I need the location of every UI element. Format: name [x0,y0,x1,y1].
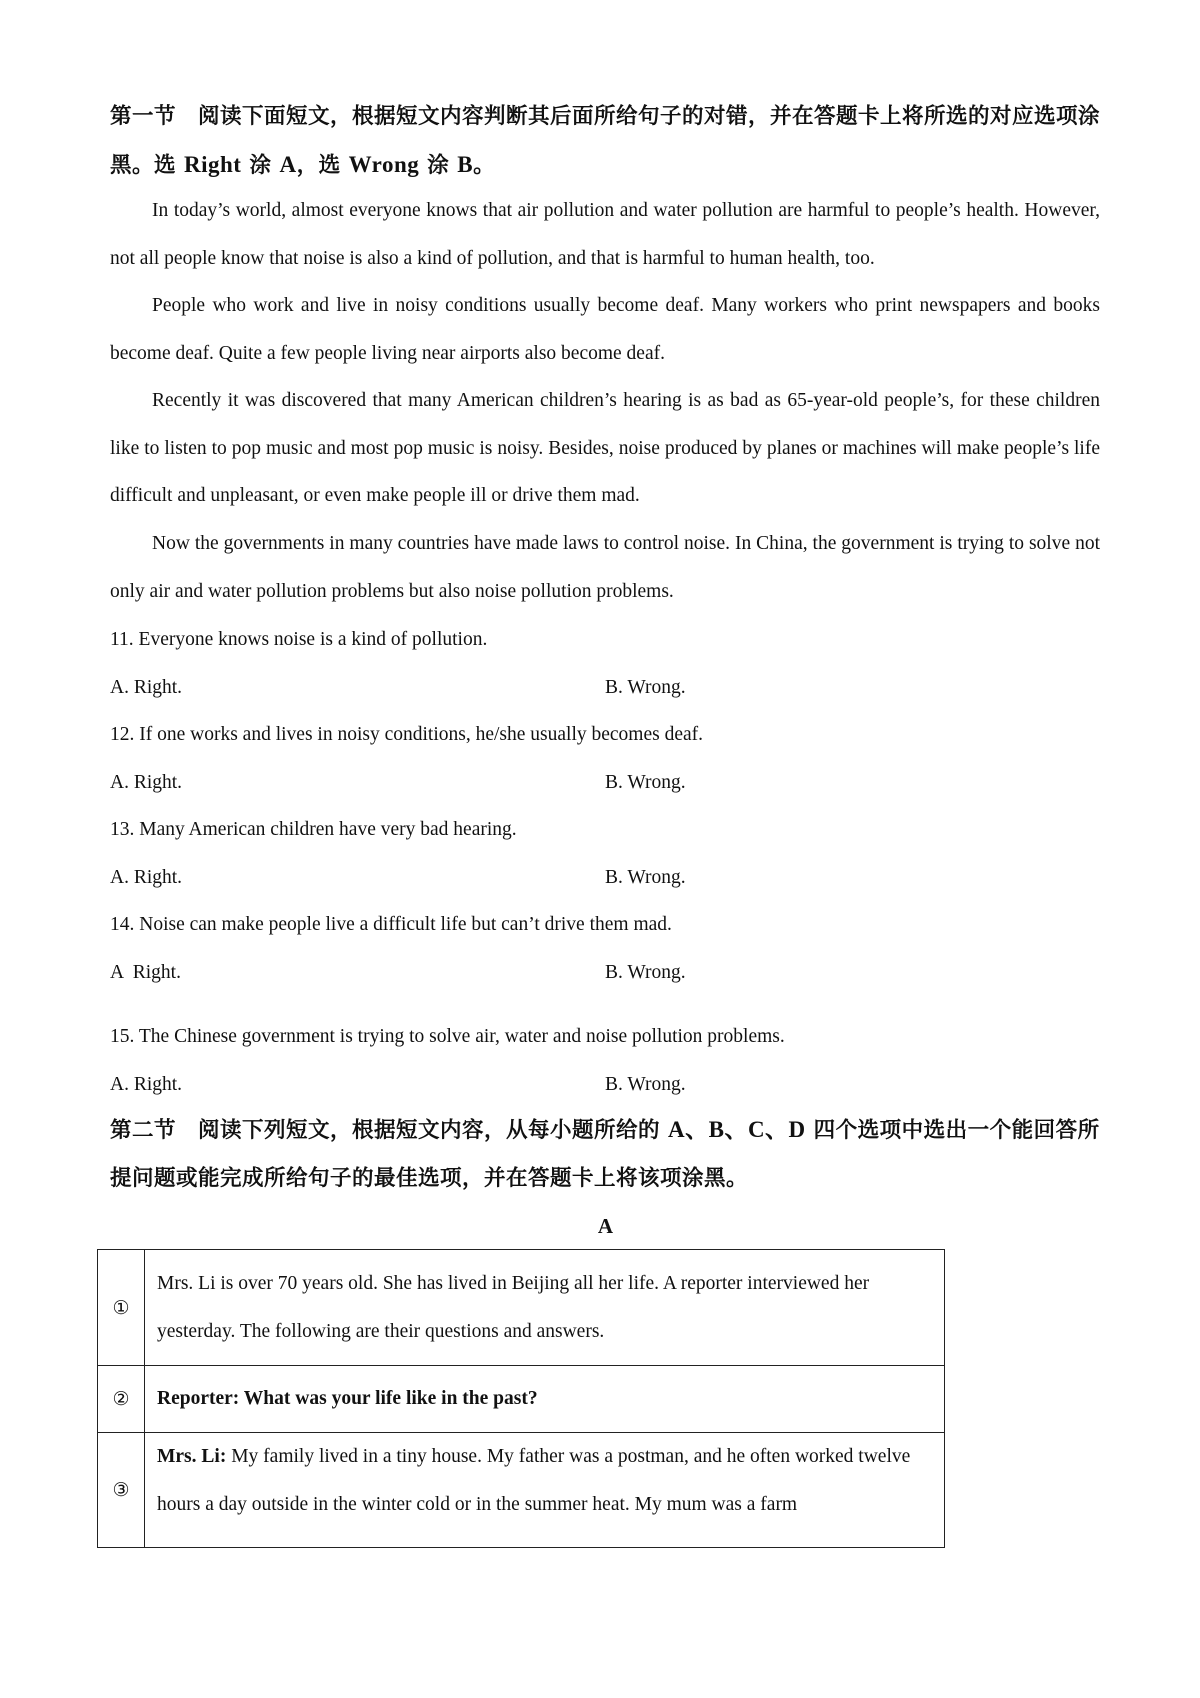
question-11: 11. Everyone knows noise is a kind of pollution. [110,629,488,650]
heading-wrong: Wrong [348,152,420,177]
question-12-option-a: A. Right. [110,772,183,793]
passage-paragraph-4: Now the governments in many countries have made laws to control noise. In China, the government is trying to solve not only air and water pollution problems but also noise pollution problems. [110,533,1100,602]
passage-title: A [597,1214,614,1238]
passage-paragraph-3: Recently it was discovered that many American children’s hearing is as bad as 65-year-old people’s, for these children like to listen to pop music and most pop music is noisy. Besides, noise produced by planes or machines will make people’s life difficult and unpleasant, or even make people ill or drive them mad. [110,390,1100,506]
question-13-option-a: A. Right. [110,867,183,888]
heading-text: 四个选项中选出一个能回答所提问题或能完成所给句子的最佳选项，并在答题卡上将该项涂黑。 [110,1118,1100,1191]
row-text: Mrs. Li is over 70 years old. She has lived in Beijing all her life. A reporter interviewed her yesterday. The following are their questions and answers. [145,1250,945,1366]
section-1-heading [110,93,1110,190]
heading-text: 第二节 阅读下列短文，根据短文内容，从每小题所给的 [110,1118,668,1143]
question-14-option-b: B. Wrong. [605,962,686,983]
question-11-option-b: B. Wrong. [605,677,686,698]
heading-text: 。 [473,153,496,178]
question-15-option-b: B. Wrong. [605,1074,686,1095]
table-row [98,1433,945,1548]
question-13-option-b: B. Wrong. [605,867,686,888]
question-13: 13. Many American children have very bad hearing. [110,819,517,840]
heading-text: 涂 [419,153,458,178]
row-number: ② [98,1366,145,1433]
question-12: 12. If one works and lives in noisy conditions, he/she usually becomes deaf. [110,724,704,745]
question-14: 14. Noise can make people live a difficult life but can’t drive them mad. [110,914,672,935]
question-15-option-a: A. Right. [110,1074,183,1095]
table-row [98,1366,945,1433]
heading-a: A [279,152,297,177]
question-15: 15. The Chinese government is trying to solve air, water and noise pollution problems. [110,1026,785,1047]
passage-paragraph-1: In today’s world, almost everyone knows that air pollution and water pollution are harmful to people’s health. However, not all people know that noise is also a kind of pollution, and that is harmful to human health, too. [110,200,1100,269]
row-text [145,1433,945,1548]
heading-right: Right [184,152,242,177]
heading-text: 涂 [241,153,280,178]
heading-letters: A、B、C、D [668,1117,806,1142]
table-row [98,1250,945,1366]
passage-paragraph-2: People who work and live in noisy conditions usually become deaf. Many workers who print newspapers and books become deaf. Quite a few people living near airports also become deaf. [110,295,1100,364]
row-text: Reporter: What was your life like in the past? [145,1366,945,1433]
row-number: ① [98,1250,145,1366]
heading-text: ，选 [296,153,349,178]
question-14-option-a: A Right. [110,962,181,983]
row-number: ③ [98,1433,145,1548]
speaker-text: My family lived in a tiny house. My father was a postman, and he often worked twelve hours a day outside in the winter cold or in the summer heat. My mum was a farm [157,1446,911,1515]
heading-b: B [457,152,474,177]
speaker-label: Mrs. Li: [157,1446,227,1467]
section-2-heading [110,1106,1110,1203]
question-11-option-a: A. Right. [110,677,183,698]
question-12-option-b: B. Wrong. [605,772,686,793]
heading-text: 第一节 阅读下面短文，根据短文内容判断其后面所给句子的对错，并在答题卡上将所选的对应选项涂黑。选 [110,104,1101,178]
passage-table [97,1249,945,1548]
